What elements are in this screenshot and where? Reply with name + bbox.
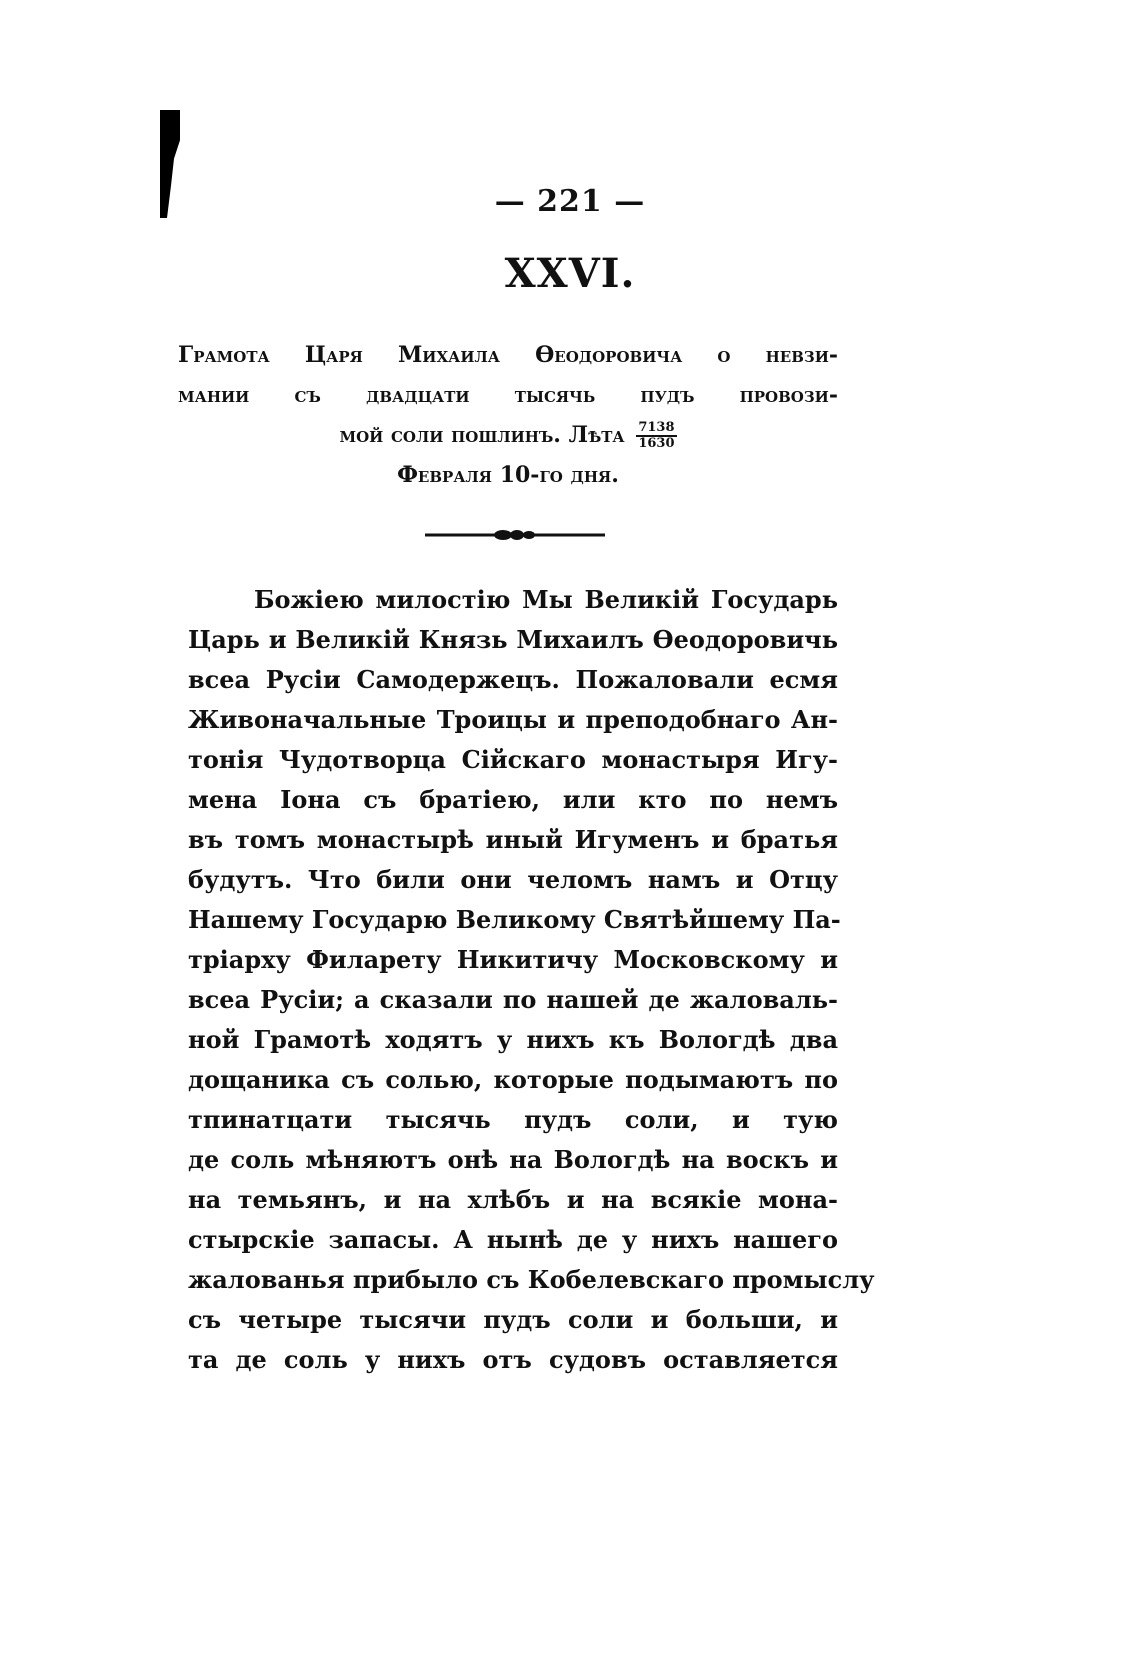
body-line: Божіею милостію Мы Великій Государь	[254, 585, 838, 614]
heading-line: Грамота Царя Михаила Өеодоровича о невзи-	[178, 342, 838, 368]
year-denominator: 1630	[638, 436, 675, 451]
body-line: Живоначальные Троицы и преподобнаго Ан-	[188, 705, 838, 734]
body-text	[188, 580, 875, 1380]
body-line: Царь и Великій Князь Михаилъ Өеодоровичь	[188, 625, 838, 654]
body-line: тпинатцати тысячь пудъ соли, и тую	[188, 1105, 838, 1134]
body-line: ной Грамотѣ ходятъ у нихъ къ Вологдѣ два	[188, 1025, 838, 1054]
heading-line-with-year	[178, 415, 838, 455]
body-line: всеа Русіи Самодержецъ. Пожаловали есмя	[188, 665, 838, 694]
body-line: мена Іона съ братіею, или кто по немъ	[188, 785, 838, 814]
year-numerator: 7138	[638, 420, 675, 435]
document-heading	[178, 335, 838, 495]
body-line: де соль мѣняютъ онѣ на Вологдѣ на воскъ и	[188, 1145, 838, 1174]
body-line: та де соль у нихъ отъ судовъ оставляется	[188, 1345, 838, 1374]
body-line: Нашему Государю Великому Святѣйшему Па-	[188, 905, 841, 934]
body-line: всеа Русіи; а сказали по нашей де жаловаль-	[188, 985, 838, 1014]
body-line: съ четыре тысячи пудъ соли и больши, и	[188, 1305, 838, 1334]
body-line: жалованья прибыло съ Кобелевскаго промыслу	[188, 1265, 875, 1294]
heading-date-line: Февраля 10-го дня.	[397, 462, 619, 488]
body-line: на темьянъ, и на хлѣбъ и на всякіе мона-	[188, 1185, 838, 1214]
separator-ornament	[425, 528, 605, 542]
body-line: стырскіе запасы. А нынѣ де у нихъ нашего	[188, 1225, 838, 1254]
year-fraction	[636, 421, 676, 451]
heading-line: мой соли пошлинъ. Лѣта	[339, 422, 625, 448]
body-line: въ томъ монастырѣ иный Игуменъ и братья	[188, 825, 838, 854]
body-line: дощаника съ солью, которые подымаютъ по	[188, 1065, 838, 1094]
page-number: — 221 —	[494, 184, 646, 219]
body-line: будутъ. Что били они челомъ намъ и Отцу	[188, 865, 838, 894]
body-line: тріарху Филарету Никитичу Московскому и	[188, 945, 838, 974]
heading-line: мании съ двадцати тысячь пудъ провози-	[178, 382, 838, 408]
document-number: XXVI.	[504, 250, 636, 297]
body-line: тонія Чудотворца Сійскаго монастыря Игу-	[188, 745, 838, 774]
